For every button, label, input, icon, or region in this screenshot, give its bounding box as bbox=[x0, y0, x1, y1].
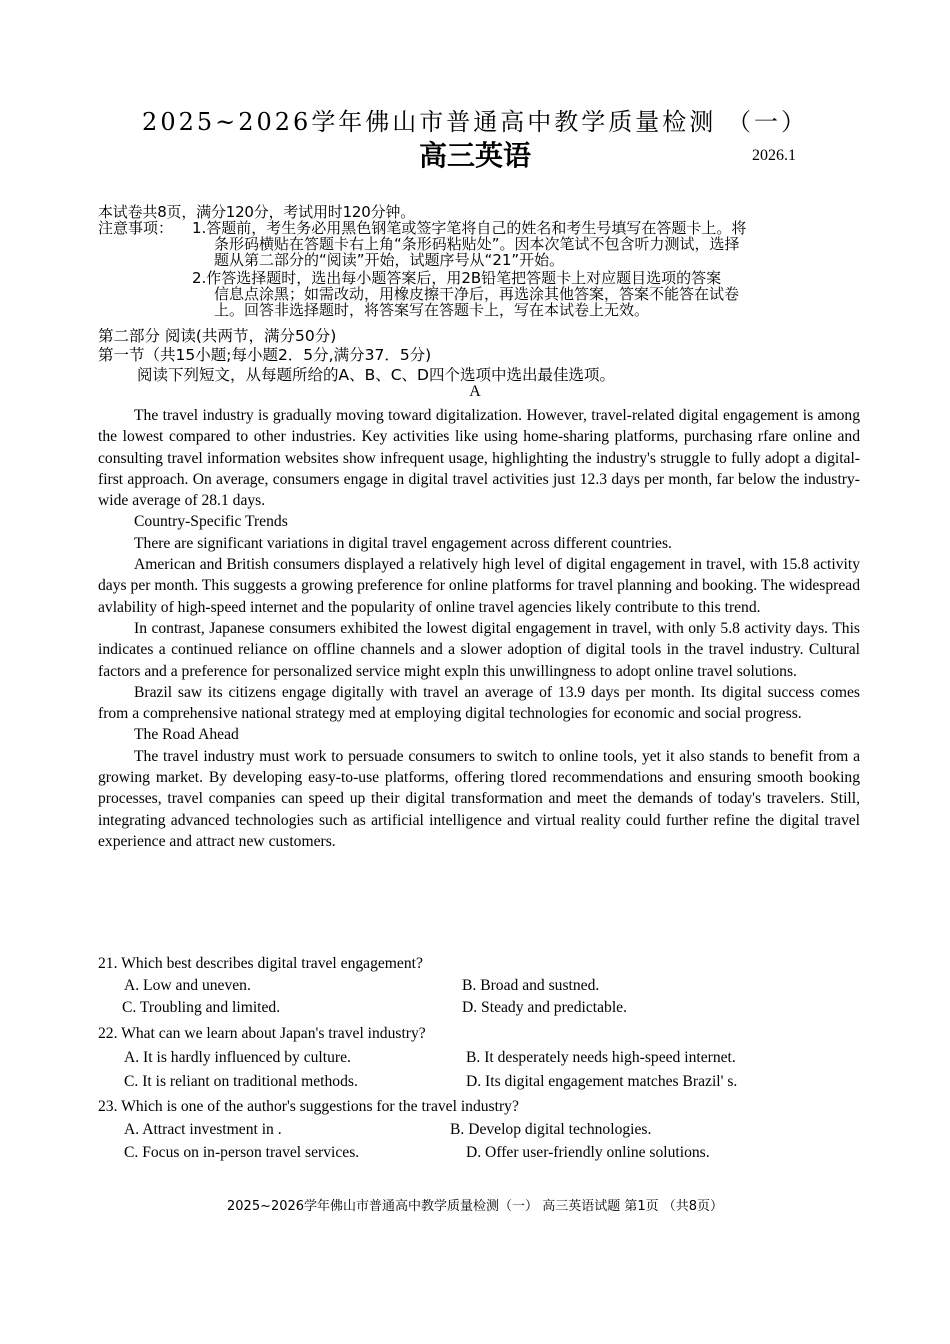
subject-title: 高三英语 bbox=[418, 139, 531, 172]
option-c: C. Focus on in-person travel services. bbox=[124, 1144, 360, 1161]
question-stem: 21. Which best describes digital travel engagement? bbox=[98, 955, 423, 972]
reading-passage bbox=[98, 405, 860, 852]
note-2-line-1: 2.作答选择题时，选出每小题答案后，用2B铅笔把答题卡上对应题目选项的答案 bbox=[192, 269, 722, 287]
notes-label: 注意事项： bbox=[98, 219, 174, 237]
subsection-heading: 第一节（共15小题;每小题2．5分,满分37．5分) bbox=[98, 346, 432, 364]
question-stem: 22. What can we learn about Japan's travel industry? bbox=[98, 1025, 426, 1042]
passage-heading: Country-Specific Trends bbox=[134, 513, 288, 531]
question-22 bbox=[98, 1022, 868, 1094]
question-23 bbox=[98, 1095, 868, 1164]
option-b: B. It desperately needs high-speed internet. bbox=[466, 1049, 736, 1066]
directions: 阅读下列短文，从每题所给的A、B、C、D四个选项中选出最佳选项。 bbox=[137, 366, 615, 384]
paragraph: Brazil saw its citizens engage digitally with travel an average of 13.9 days per month. Its digital success comes from a comprehensive national strategy med at employing digital technologies for economic and social progress. bbox=[98, 683, 860, 723]
exam-summary: 本试卷共8页，满分120分，考试用时120分钟。 bbox=[98, 203, 416, 221]
option-a: A. It is hardly influenced by culture. bbox=[124, 1049, 351, 1066]
exam-date: 2026.1 bbox=[752, 147, 796, 164]
option-a: A. Attract investment in . bbox=[124, 1121, 282, 1138]
option-a: A. Low and uneven. bbox=[124, 977, 251, 994]
question-21 bbox=[98, 953, 868, 1019]
passage-heading: The Road Ahead bbox=[134, 726, 239, 744]
exam-title: 2025~2026学年佛山市普通高中教学质量检测 （一） bbox=[142, 108, 808, 136]
option-d: D. Offer user-friendly online solutions. bbox=[466, 1144, 710, 1161]
paragraph: The travel industry is gradually moving toward digitalization. However, travel-related digital engagement is among the lowest compared to other industries. Key activities like using home-sharing platforms, purchasing rfare online and consulting travel information websites show infrequent usage, highlighting the industry's struggle to fully adopt a digital-first approach. On average, consumers engage in digital travel activities just 12.3 days per month, far below the industry-wide average of 28.1 days. bbox=[98, 407, 860, 510]
paragraph: American and British consumers displayed a relatively high level of digital engagement in travel, with 15.8 activity days per month. This suggests a growing preference for online platforms for travel planning and booking. The widespread avlability of high-speed internet and the popularity of online travel agencies likely contribute to this trend. bbox=[98, 556, 860, 616]
passage-label: A bbox=[469, 383, 481, 400]
part-heading: 第二部分 阅读(共两节，满分50分) bbox=[98, 327, 337, 345]
note-2-line-2: 信息点涂黑；如需改动，用橡皮擦干净后，再选涂其他答案，答案不能答在试卷 bbox=[214, 285, 740, 303]
note-1-line-1: 1.答题前，考生务必用黑色钢笔或签字笔将自己的姓名和考生号填写在答题卡上。将 bbox=[192, 219, 747, 237]
note-1-line-2: 条形码横贴在答题卡右上角“条形码粘贴处”。因本次笔试不包含听力测试，选择 bbox=[214, 235, 740, 253]
question-stem: 23. Which is one of the author's suggestions for the travel industry? bbox=[98, 1098, 519, 1115]
page-footer: 2025~2026学年佛山市普通高中教学质量检测（一） 高三英语试题 第1页 （共8页） bbox=[227, 1199, 723, 1214]
option-c: C. Troubling and limited. bbox=[122, 999, 281, 1016]
paragraph: The travel industry must work to persuade consumers to switch to online tools, yet it also stands to benefit from a growing market. By developing easy-to-use platforms, offering tlored recommendations and ensuring smooth booking processes, travel companies can speed up their digital transformation and meet the demands of today's travelers. Still, integrating advanced technologies such as artificial intelligence and virtual reality could further refine the digital travel experience and attract new customers. bbox=[98, 747, 860, 850]
paragraph: In contrast, Japanese consumers exhibited the lowest digital engagement in travel, with only 5.8 activity days. This indicates a continued reliance on offline channels and a slower adoption of digital tools in the travel industry. Cultural factors and a preference for personalized service might expln this unwillingness to adopt online travel solutions. bbox=[98, 619, 860, 680]
option-b: B. Develop digital technologies. bbox=[450, 1121, 652, 1138]
option-d: D. Steady and predictable. bbox=[462, 999, 627, 1016]
option-b: B. Broad and sustned. bbox=[462, 977, 600, 994]
note-1-line-3: 题从第二部分的“阅读”开始，试题序号从“21”开始。 bbox=[214, 251, 565, 269]
paragraph: There are significant variations in digital travel engagement across different countries. bbox=[134, 534, 672, 552]
note-2-line-3: 上。回答非选择题时，将答案写在答题卡上，写在本试卷上无效。 bbox=[214, 301, 650, 319]
option-d: D. Its digital engagement matches Brazil' s. bbox=[466, 1073, 738, 1090]
option-c: C. It is reliant on traditional methods. bbox=[124, 1073, 358, 1090]
